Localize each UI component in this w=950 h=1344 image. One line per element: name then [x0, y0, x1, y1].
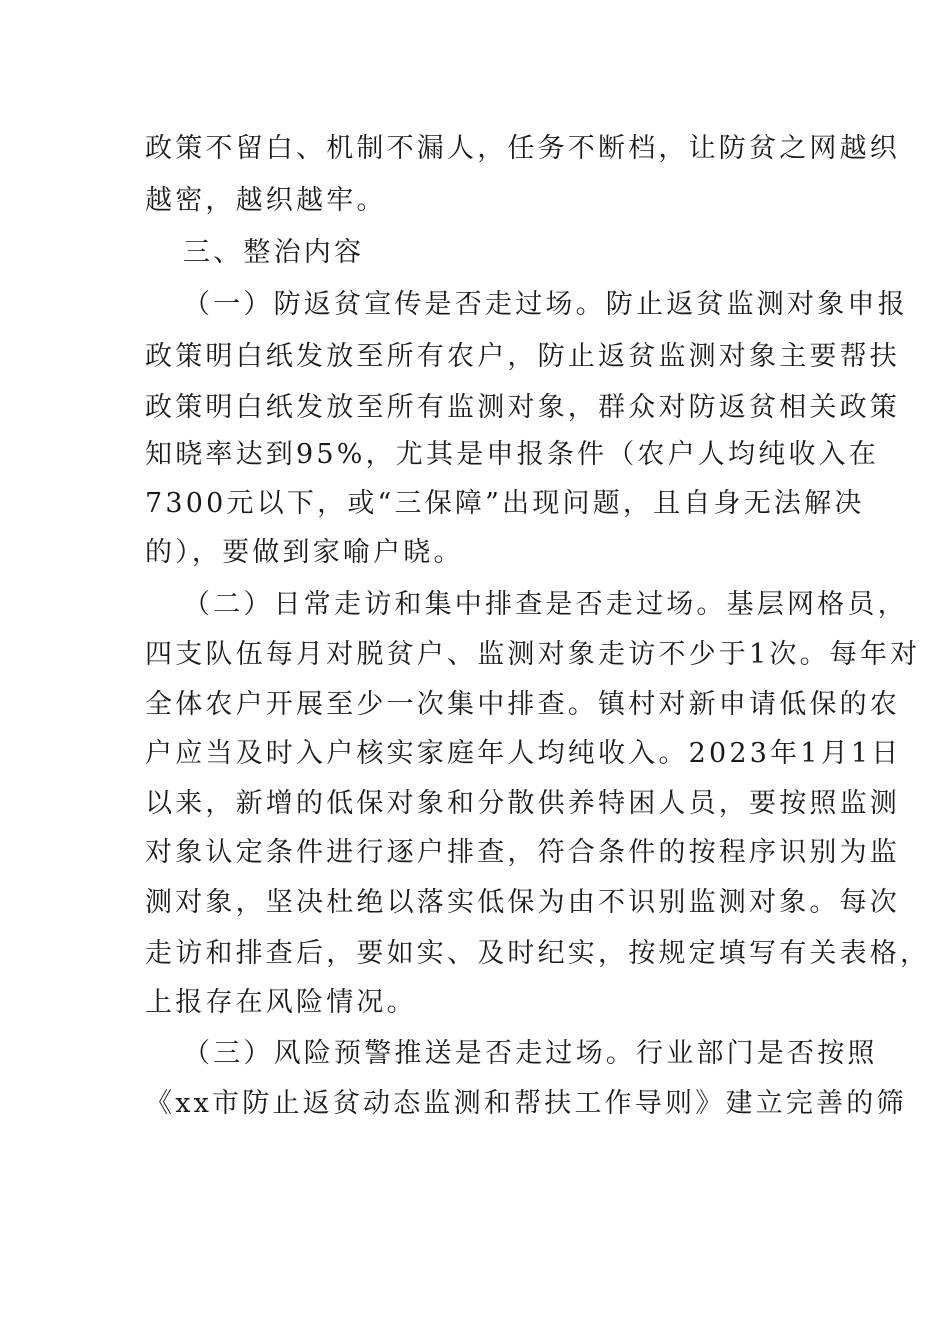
- body-text-line: 户应当及时入户核实家庭年人均纯收入。2023年1月1日: [145, 738, 902, 769]
- paragraph-first-line: （二）日常走访和集中排查是否走过场。基层网格员，: [183, 589, 908, 620]
- paragraph-first-line: （三）风险预警推送是否走过场。行业部门是否按照: [183, 1038, 878, 1069]
- body-text-line: 政策明白纸发放至所有农户，防止返贫监测对象主要帮扶: [145, 341, 900, 372]
- body-text-line: 的），要做到家喻户晓。: [145, 537, 464, 568]
- body-text-line: 7300元以下，或“三保障”出现问题，且自身无法解决: [145, 488, 865, 519]
- body-text-line: 以来，新增的低保对象和分散供养特困人员，要按照监测: [145, 788, 900, 819]
- body-text-line: 测对象，坚决杜绝以落实低保为由不识别监测对象。每次: [145, 887, 900, 918]
- body-text-line: 上报存在风险情况。: [145, 987, 417, 1018]
- body-text-line: 走访和排查后，要如实、及时纪实，按规定填写有关表格，: [145, 938, 931, 969]
- body-text-line: 政策不留白、机制不漏人，任务不断档，让防贫之网越织: [145, 133, 900, 164]
- body-text-line: 知晓率达到95%，尤其是申报条件（农户人均纯收入在: [145, 439, 880, 470]
- paragraph-first-line: （一）防返贫宣传是否走过场。防止返贫监测对象申报: [183, 289, 908, 320]
- section-heading: 三、整治内容: [183, 237, 365, 268]
- body-text-line: 四支队伍每月对脱贫户、监测对象走访不少于1次。每年对: [145, 639, 921, 670]
- body-text-line: 越密，越织越牢。: [145, 185, 387, 216]
- body-text-line: 对象认定条件进行逐户排查，符合条件的按程序识别为监: [145, 837, 900, 868]
- body-text-line: 全体农户开展至少一次集中排查。镇村对新申请低保的农: [145, 689, 900, 720]
- body-text-line: 《xx市防止返贫动态监测和帮扶工作导则》建立完善的筛: [145, 1088, 907, 1119]
- body-text-line: 政策明白纸发放至所有监测对象，群众对防返贫相关政策: [145, 392, 900, 423]
